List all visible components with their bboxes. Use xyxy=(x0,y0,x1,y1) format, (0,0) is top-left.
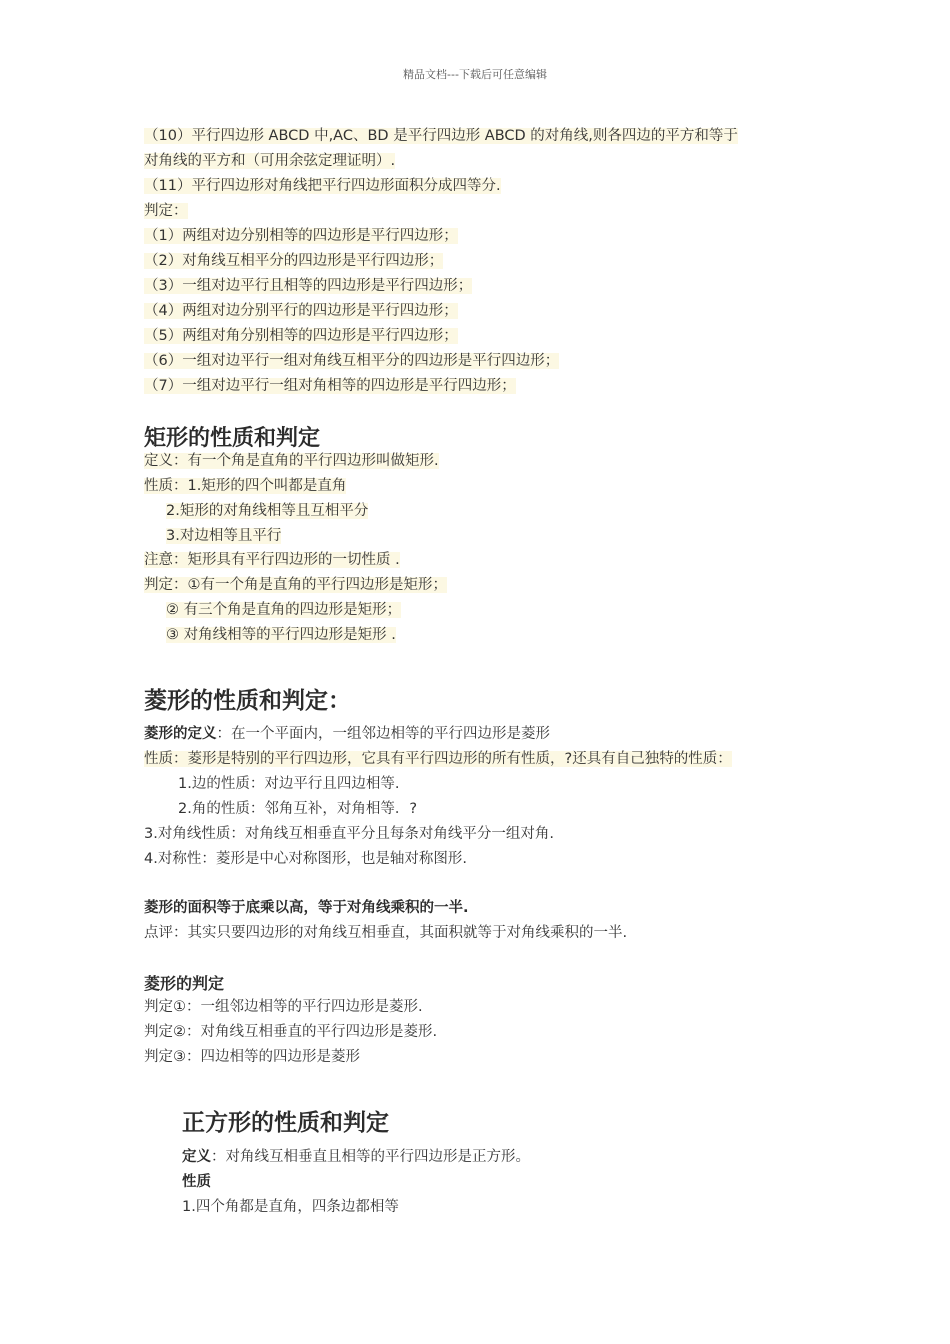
rhombus-prop-intro xyxy=(144,748,732,770)
rhombus-prop-3: 3.对角线性质：对角线互相垂直平分且每条对角线平分一组对角. xyxy=(144,826,554,842)
rhombus-area: 菱形的面积等于底乘以高，等于对角线乘积的一半. xyxy=(144,900,469,916)
rhombus-judge-1: 判定①：一组邻边相等的平行四边形是菱形. xyxy=(144,999,423,1015)
list-item xyxy=(144,300,458,322)
prop11-line: （11）平行四边形对角线把平行四边形面积分成四等分. xyxy=(144,178,501,194)
judge-item-3: （3）一组对边平行且相等的四边形是平行四边形； xyxy=(144,278,473,294)
judge-item-1: （1）两组对边分别相等的四边形是平行四边形； xyxy=(144,228,458,244)
paragraph-prop11 xyxy=(144,175,501,197)
square-title: 正方形的性质和判定 xyxy=(182,1110,389,1136)
judge-item-7: （7）一组对边平行一组对角相等的四边形是平行四边形； xyxy=(144,378,516,394)
rhombus-judge-3: 判定③：四边相等的四边形是菱形 xyxy=(144,1049,360,1065)
square-definition xyxy=(182,1146,530,1168)
judge-item-6: （6）一组对边平行一组对角线互相平分的四边形是平行四边形； xyxy=(144,353,560,369)
rectangle-judge-2-text: ② 有三个角是直角的四边形是矩形； xyxy=(166,602,402,618)
square-prop-1: 1.四个角都是直角，四条边都相等 xyxy=(182,1199,399,1215)
rhombus-title: 菱形的性质和判定： xyxy=(144,688,351,714)
square-def-text: ：对角线互相垂直且相等的平行四边形是正方形。 xyxy=(211,1149,530,1165)
prop10-line1: （10）平行四边形 ABCD 中,AC、BD 是平行四边形 ABCD 的对角线,则各四边的平方和等于 xyxy=(144,128,738,144)
judge-label-text: 判定： xyxy=(144,203,188,219)
rectangle-judge-3 xyxy=(166,624,396,646)
list-item xyxy=(144,275,472,297)
square-def-label: 定义 xyxy=(182,1149,211,1165)
rectangle-definition-text: 定义：有一个角是直角的平行四边形叫做矩形. xyxy=(144,453,439,469)
rectangle-prop-2 xyxy=(166,500,368,522)
rectangle-prop-1 xyxy=(144,475,346,497)
judge-item-4: （4）两组对边分别平行的四边形是平行四边形； xyxy=(144,303,458,319)
judge-label xyxy=(144,200,188,222)
rhombus-prop-2: 2.角的性质：邻角互补，对角相等．? xyxy=(178,801,418,817)
judge-item-2: （2）对角线互相平分的四边形是平行四边形； xyxy=(144,253,444,269)
rhombus-prop-intro-text: 性质：菱形是特别的平行四边形，它具有平行四边形的所有性质，?还具有自己独特的性质： xyxy=(144,751,732,767)
rectangle-note-text: 注意：矩形具有平行四边形的一切性质 . xyxy=(144,552,400,568)
rectangle-prop-3-text: 3.对边相等且平行 xyxy=(166,528,282,544)
rhombus-comment: 点评：其实只要四边形的对角线互相垂直，其面积就等于对角线乘积的一半. xyxy=(144,925,628,941)
rectangle-prop-1-text: 性质：1.矩形的四个叫都是直角 xyxy=(144,478,347,494)
rectangle-judge-2 xyxy=(166,599,401,621)
rhombus-definition xyxy=(144,723,550,745)
rectangle-prop-3 xyxy=(166,525,281,547)
square-prop-label: 性质 xyxy=(182,1174,211,1190)
rectangle-judge-1 xyxy=(144,574,447,596)
paragraph-prop10 xyxy=(144,125,738,147)
prop10-line2: 对角线的平方和（可用余弦定理证明）. xyxy=(144,153,396,169)
rectangle-title: 矩形的性质和判定 xyxy=(144,426,321,451)
page-header: 精品文档---下载后可任意编辑 xyxy=(403,68,547,81)
rhombus-def-label: 菱形的定义 xyxy=(144,726,217,742)
list-item xyxy=(144,350,559,372)
list-item xyxy=(144,250,443,272)
rectangle-judge-1-text: 判定：①有一个角是直角的平行四边形是矩形； xyxy=(144,577,447,593)
judge-item-5: （5）两组对角分别相等的四边形是平行四边形； xyxy=(144,328,458,344)
rhombus-def-text: ：在一个平面内，一组邻边相等的平行四边形是菱形 xyxy=(216,726,550,742)
rectangle-judge-3-text: ③ 对角线相等的平行四边形是矩形 . xyxy=(166,627,396,643)
rhombus-judge-title: 菱形的判定 xyxy=(144,974,225,993)
list-item xyxy=(144,325,458,347)
rectangle-note xyxy=(144,549,400,571)
rectangle-definition xyxy=(144,450,439,472)
rectangle-prop-2-text: 2.矩形的对角线相等且互相平分 xyxy=(166,503,369,519)
rhombus-judge-2: 判定②：对角线互相垂直的平行四边形是菱形. xyxy=(144,1024,438,1040)
rhombus-prop-4: 4.对称性：菱形是中心对称图形，也是轴对称图形. xyxy=(144,851,467,867)
paragraph-prop10-cont xyxy=(144,150,395,172)
list-item xyxy=(144,375,516,397)
list-item xyxy=(144,225,458,247)
rhombus-prop-1: 1.边的性质：对边平行且四边相等. xyxy=(178,776,400,792)
